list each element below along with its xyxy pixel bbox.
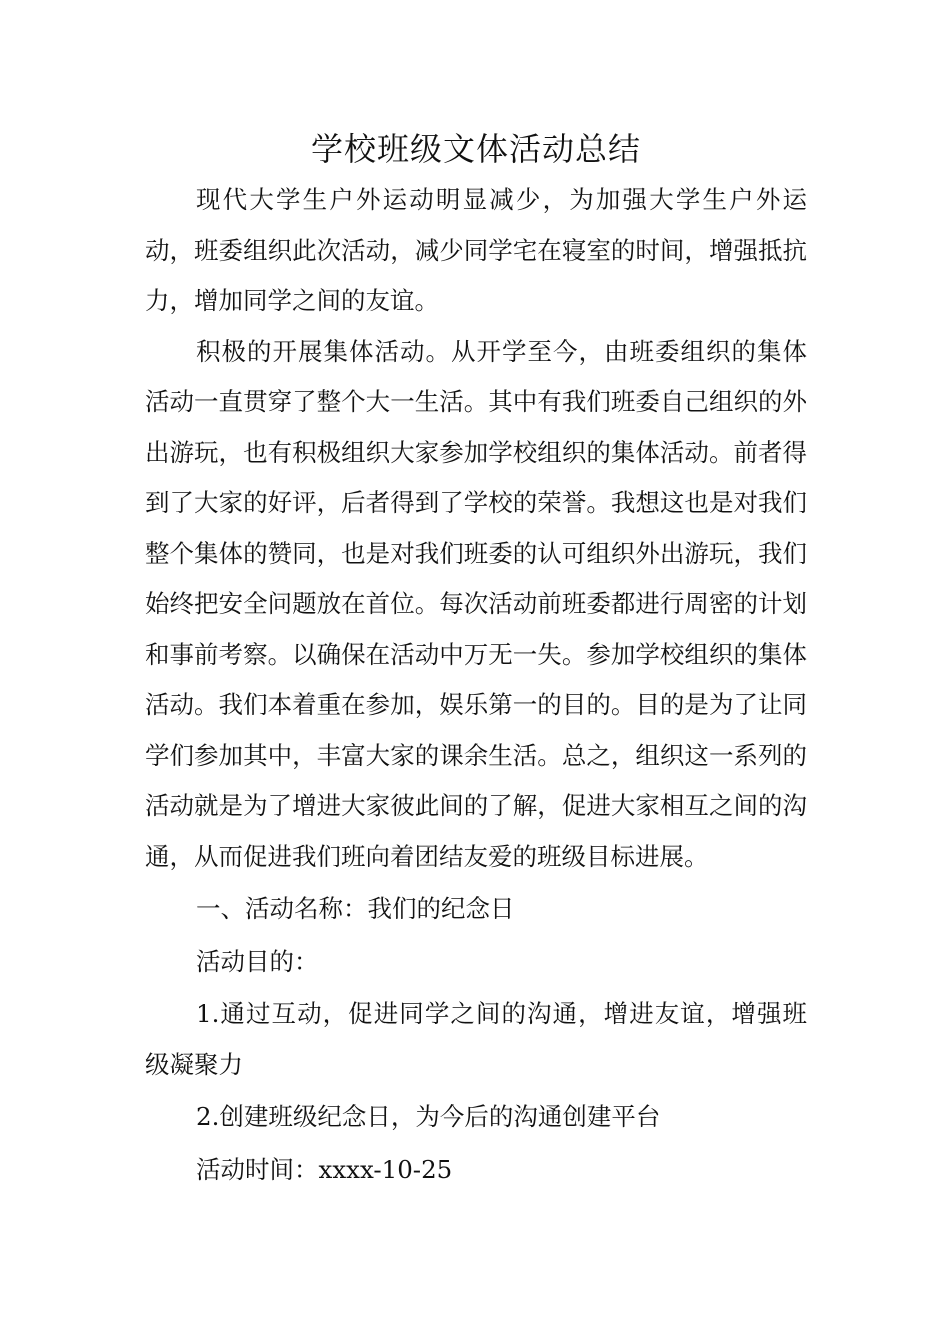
paragraph-activities: 积极的开展集体活动。从开学至今，由班委组织的集体活动一直贯穿了整个大一生活。其中有我们班委自己组织的外出游玩，也有积极组织大家参加学校组织的集体活动。前者得到了大家的好评，后者得到了学校的荣誉。我想这也是对我们整个集体的赞同，也是对我们班委的认可组织外出游玩，我们始终把安全问题放在首位。每次活动前班委都进行周密的计划和事前考察。以确保在活动中万无一失。参加学校组织的集体活动。我们本着重在参加，娱乐第一的目的。目的是为了让同学们参加其中，丰富大家的课余生活。总之，组织这一系列的活动就是为了增进大家彼此间的了解，促进大家相互之间的沟通，从而促进我们班向着团结友爱的班级目标进展。 <box>145 336 807 871</box>
purpose-item-2: 2.创建班级纪念日，为今后的沟通创建平台 <box>196 1102 661 1131</box>
section-heading-activity-name: 一、活动名称：我们的纪念日 <box>196 894 515 923</box>
paragraph-intro: 现代大学生户外运动明显减少，为加强大学生户外运动，班委组织此次活动，减少同学宅在寝室的时间，增强抵抗力，增加同学之间的友谊。 <box>145 185 807 315</box>
activity-time: 活动时间：xxxx-10-25 <box>196 1154 453 1184</box>
label-activity-purpose: 活动目的： <box>196 946 319 976</box>
document-title: 学校班级文体活动总结 <box>310 130 641 168</box>
document-page <box>145 125 807 1195</box>
purpose-item-1: 1.通过互动，促进同学之间的沟通，增进友谊，增强班级凝聚力 <box>145 999 807 1079</box>
